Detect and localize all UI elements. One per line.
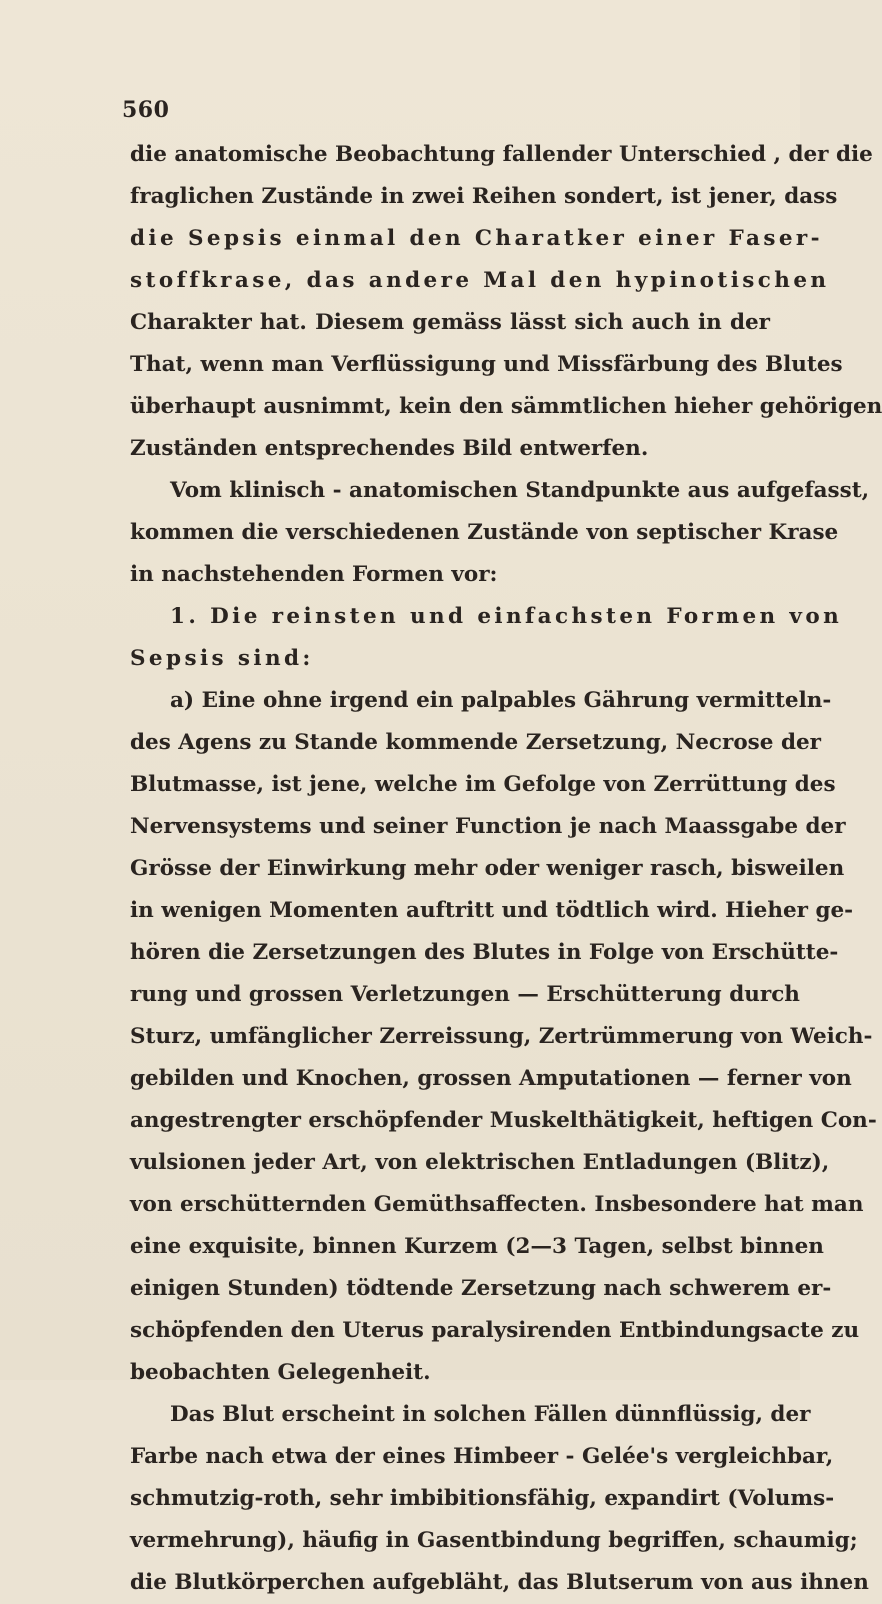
text-line: in nachstehenden Formen vor: [130, 562, 498, 587]
text-line: beobachten Gelegenheit. [130, 1360, 431, 1385]
text-line: die Sepsis einmal den Charatker einer Faser- [130, 226, 823, 251]
text-line: Nervensystems und seiner Function je nach Maassgabe der [130, 814, 846, 839]
text-line: kommen die verschiedenen Zustände von septischer Krase [130, 520, 839, 545]
text-line: Das Blut erscheint in solchen Fällen dünnflüssig, der [170, 1402, 811, 1427]
text-line: Farbe nach etwa der eines Himbeer - Gelée's vergleichbar, [130, 1444, 834, 1469]
text-line: eine exquisite, binnen Kurzem (2—3 Tagen, selbst binnen [130, 1234, 824, 1259]
text-line: des Agens zu Stande kommende Zersetzung, Necrose der [130, 730, 821, 755]
text-line: That, wenn man Verflüssigung und Missfärbung des Blutes [130, 352, 843, 377]
text-line: die Blutkörperchen aufgebläht, das Blutserum von aus ihnen [130, 1570, 869, 1595]
text-line: schmutzig-roth, sehr imbibitionsfähig, expandirt (Volums- [130, 1486, 835, 1511]
text-line: in wenigen Momenten auftritt und tödtlich wird. Hieher ge- [130, 898, 854, 923]
page-number: 560 [122, 97, 170, 123]
text-line: Vom klinisch - anatomischen Standpunkte aus aufgefasst, [170, 478, 870, 503]
body-text [130, 134, 882, 1604]
text-line: die anatomische Beobachtung fallender Unterschied , der die [130, 142, 873, 167]
text-line: a) Eine ohne irgend ein palpables Gährung vermitteln- [170, 688, 832, 713]
text-line: vulsionen jeder Art, von elektrischen Entladungen (Blitz), [130, 1150, 830, 1175]
text-line: Grösse der Einwirkung mehr oder weniger rasch, bisweilen [130, 856, 845, 881]
text-line: gebilden und Knochen, grossen Amputationen — ferner von [130, 1066, 852, 1091]
text-line: von erschütternden Gemüthsaffecten. Insbesondere hat man [130, 1192, 864, 1217]
text-line: überhaupt ausnimmt, kein den sämmtlichen hieher gehörigen [130, 394, 882, 419]
text-line: angestrengter erschöpfender Muskelthätigkeit, heftigen Con- [130, 1108, 877, 1133]
text-line: vermehrung), häufig in Gasentbindung begriffen, schaumig; [130, 1528, 858, 1553]
text-line: 1. Die reinsten und einfachsten Formen von [170, 604, 843, 629]
text-line: einigen Stunden) tödtende Zersetzung nach schwerem er- [130, 1276, 832, 1301]
text-line: Blutmasse, ist jene, welche im Gefolge von Zerrüttung des [130, 772, 836, 797]
text-line: schöpfenden den Uterus paralysirenden Entbindungsacte zu [130, 1318, 860, 1343]
text-line: hören die Zersetzungen des Blutes in Folge von Erschütte- [130, 940, 839, 965]
text-line: Charakter hat. Diesem gemäss lässt sich auch in der [130, 310, 770, 335]
text-line: rung und grossen Verletzungen — Erschütterung durch [130, 982, 800, 1007]
text-line: stoffkrase, das andere Mal den hypinotischen [130, 268, 830, 293]
text-line: Sturz, umfänglicher Zerreissung, Zertrümmerung von Weich- [130, 1024, 873, 1049]
text-line: fraglichen Zustände in zwei Reihen sondert, ist jener, dass [130, 184, 838, 209]
text-line: Sepsis sind: [130, 646, 314, 671]
text-line: Zuständen entsprechendes Bild entwerfen. [130, 436, 649, 461]
